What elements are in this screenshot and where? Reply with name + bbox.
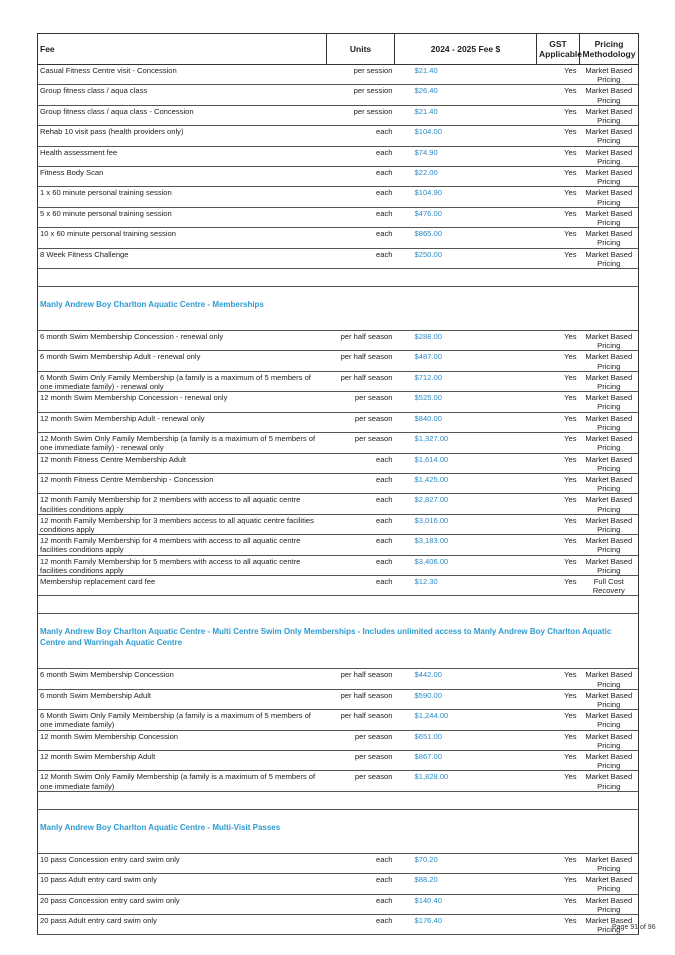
gst-cell: Yes — [537, 331, 580, 351]
units-cell: each — [327, 228, 395, 248]
methodology-cell: Market Based Pricing — [580, 535, 639, 555]
spacer-row — [38, 269, 639, 287]
units-cell: per session — [327, 85, 395, 105]
gst-cell: Yes — [537, 187, 580, 207]
fee-row — [38, 331, 639, 351]
methodology-cell: Market Based Pricing — [580, 494, 639, 514]
fee-row — [38, 126, 639, 146]
fee-cell: 6 month Swim Membership Adult - renewal only — [38, 351, 327, 371]
units-cell: each — [327, 894, 395, 914]
fee-cell: 10 pass Adult entry card swim only — [38, 874, 327, 894]
fee-cell: 12 month Family Membership for 4 members with access to all aquatic centre facilities conditions apply — [38, 535, 327, 555]
units-cell: each — [327, 494, 395, 514]
gst-cell: Yes — [537, 473, 580, 493]
methodology-cell: Market Based Pricing — [580, 248, 639, 268]
methodology-cell: Market Based Pricing — [580, 514, 639, 534]
fee-row — [38, 494, 639, 514]
units-cell: each — [327, 514, 395, 534]
units-cell: per half season — [327, 669, 395, 689]
methodology-cell: Market Based Pricing — [580, 187, 639, 207]
methodology-cell: Market Based Pricing — [580, 730, 639, 750]
methodology-cell: Market Based Pricing — [580, 207, 639, 227]
fee-row — [38, 85, 639, 105]
methodology-cell: Market Based Pricing — [580, 392, 639, 412]
fee-row — [38, 915, 639, 935]
fee-row — [38, 575, 639, 595]
fee-cell: 20 pass Adult entry card swim only — [38, 915, 327, 935]
price-cell: $840.00 — [395, 412, 537, 432]
price-cell: $21.40 — [395, 105, 537, 125]
gst-cell: Yes — [537, 771, 580, 791]
gst-cell: Yes — [537, 535, 580, 555]
units-cell: each — [327, 126, 395, 146]
page-number: Page 91 of 96 — [612, 924, 656, 931]
fee-row — [38, 146, 639, 166]
methodology-cell: Market Based Pricing — [580, 371, 639, 391]
methodology-cell: Market Based Pricing — [580, 473, 639, 493]
gst-cell: Yes — [537, 248, 580, 268]
gst-cell: Yes — [537, 730, 580, 750]
fee-cell: 12 month Swim Membership Concession - renewal only — [38, 392, 327, 412]
methodology-cell: Market Based Pricing — [580, 331, 639, 351]
methodology-cell: Market Based Pricing — [580, 412, 639, 432]
fee-cell: 12 Month Swim Only Family Membership (a family is a maximum of 5 members of one immediate family) - renewal only — [38, 433, 327, 453]
fee-row — [38, 514, 639, 534]
gst-cell: Yes — [537, 126, 580, 146]
units-cell: per season — [327, 750, 395, 770]
units-cell: per half season — [327, 710, 395, 730]
units-cell: per session — [327, 105, 395, 125]
table-header — [38, 34, 639, 65]
units-cell: each — [327, 915, 395, 935]
fee-row — [38, 453, 639, 473]
price-cell: $104.00 — [395, 126, 537, 146]
price-cell: $867.00 — [395, 750, 537, 770]
methodology-cell: Market Based Pricing — [580, 894, 639, 914]
fee-row — [38, 535, 639, 555]
fee-cell: 6 Month Swim Only Family Membership (a family is a maximum of 5 members of one immediate family) — [38, 710, 327, 730]
methodology-cell: Market Based Pricing — [580, 65, 639, 85]
price-cell: $140.40 — [395, 894, 537, 914]
units-cell: each — [327, 167, 395, 187]
methodology-cell: Full Cost Recovery — [580, 575, 639, 595]
methodology-cell: Market Based Pricing — [580, 915, 639, 935]
units-cell: each — [327, 473, 395, 493]
fee-cell: 6 month Swim Membership Concession - renewal only — [38, 331, 327, 351]
price-cell: $74.90 — [395, 146, 537, 166]
fee-cell: 12 month Fitness Centre Membership Adult — [38, 453, 327, 473]
fee-cell: Health assessment fee — [38, 146, 327, 166]
units-cell: each — [327, 453, 395, 473]
fee-row — [38, 853, 639, 873]
price-cell: $250.00 — [395, 248, 537, 268]
fee-row — [38, 65, 639, 85]
price-cell: $22.00 — [395, 167, 537, 187]
price-cell: $1,828.00 — [395, 771, 537, 791]
units-cell: each — [327, 207, 395, 227]
gst-cell: Yes — [537, 351, 580, 371]
fee-cell: 5 x 60 minute personal training session — [38, 207, 327, 227]
fee-row — [38, 412, 639, 432]
methodology-cell: Market Based Pricing — [580, 351, 639, 371]
fee-cell: 12 Month Swim Only Family Membership (a family is a maximum of 5 members of one immediate family) — [38, 771, 327, 791]
gst-cell: Yes — [537, 575, 580, 595]
gst-cell: Yes — [537, 689, 580, 709]
fee-row — [38, 433, 639, 453]
fee-cell: 12 month Swim Membership Adult - renewal only — [38, 412, 327, 432]
price-cell: $176.40 — [395, 915, 537, 935]
price-cell: $712.00 — [395, 371, 537, 391]
price-cell: $104.90 — [395, 187, 537, 207]
price-cell: $442.00 — [395, 669, 537, 689]
units-cell: per half season — [327, 689, 395, 709]
methodology-cell: Market Based Pricing — [580, 146, 639, 166]
price-cell: $1,614.00 — [395, 453, 537, 473]
fee-cell: 1 x 60 minute personal training session — [38, 187, 327, 207]
gst-cell: Yes — [537, 669, 580, 689]
spacer-row — [38, 791, 639, 809]
fee-cell: Casual Fitness Centre visit - Concession — [38, 65, 327, 85]
fee-row — [38, 187, 639, 207]
fee-row — [38, 207, 639, 227]
units-cell: each — [327, 187, 395, 207]
fee-cell: Fitness Body Scan — [38, 167, 327, 187]
gst-cell: Yes — [537, 453, 580, 473]
gst-cell: Yes — [537, 228, 580, 248]
fee-row — [38, 710, 639, 730]
price-cell: $2,827.00 — [395, 494, 537, 514]
units-cell: each — [327, 535, 395, 555]
fee-cell: 8 Week Fitness Challenge — [38, 248, 327, 268]
gst-cell: Yes — [537, 894, 580, 914]
units-cell: each — [327, 248, 395, 268]
units-cell: per season — [327, 392, 395, 412]
fee-cell: 6 Month Swim Only Family Membership (a family is a maximum of 5 members of one immediate family) - renewal only — [38, 371, 327, 391]
gst-cell: Yes — [537, 412, 580, 432]
section-title: Manly Andrew Boy Charlton Aquatic Centre - Multi-Visit Passes — [38, 809, 639, 853]
fee-table — [37, 33, 639, 935]
section-title: Manly Andrew Boy Charlton Aquatic Centre - Memberships — [38, 287, 639, 331]
fee-row — [38, 248, 639, 268]
header-price: 2024 - 2025 Fee $ — [395, 34, 537, 65]
fee-row — [38, 371, 639, 391]
fee-row — [38, 874, 639, 894]
fee-row — [38, 228, 639, 248]
fee-row — [38, 105, 639, 125]
gst-cell: Yes — [537, 207, 580, 227]
section-heading-row — [38, 614, 639, 669]
gst-cell: Yes — [537, 85, 580, 105]
gst-cell: Yes — [537, 555, 580, 575]
fee-cell: 10 pass Concession entry card swim only — [38, 853, 327, 873]
units-cell: per season — [327, 771, 395, 791]
gst-cell: Yes — [537, 146, 580, 166]
gst-cell: Yes — [537, 710, 580, 730]
gst-cell: Yes — [537, 874, 580, 894]
methodology-cell: Market Based Pricing — [580, 853, 639, 873]
units-cell: per season — [327, 433, 395, 453]
spacer-row — [38, 596, 639, 614]
fee-row — [38, 730, 639, 750]
price-cell: $3,406.00 — [395, 555, 537, 575]
fee-cell: 12 month Family Membership for 2 members with access to all aquatic centre facilities conditions apply — [38, 494, 327, 514]
fee-cell: 6 month Swim Membership Adult — [38, 689, 327, 709]
section-title: Manly Andrew Boy Charlton Aquatic Centre - Multi Centre Swim Only Memberships - Includes unlimited access to Manly Andrew Boy Charlton Aquatic Centre and Warringah Aquatic Centre — [38, 614, 639, 669]
price-cell: $487.00 — [395, 351, 537, 371]
header-fee: Fee — [38, 34, 327, 65]
methodology-cell: Market Based Pricing — [580, 126, 639, 146]
price-cell: $1,327.00 — [395, 433, 537, 453]
gst-cell: Yes — [537, 371, 580, 391]
methodology-cell: Market Based Pricing — [580, 750, 639, 770]
header-units: Units — [327, 34, 395, 65]
gst-cell: Yes — [537, 514, 580, 534]
units-cell: per session — [327, 65, 395, 85]
fee-cell: 12 month Swim Membership Adult — [38, 750, 327, 770]
gst-cell: Yes — [537, 433, 580, 453]
fee-row — [38, 689, 639, 709]
gst-cell: Yes — [537, 494, 580, 514]
units-cell: each — [327, 874, 395, 894]
table-body — [38, 65, 639, 935]
price-cell: $288.00 — [395, 331, 537, 351]
units-cell: per season — [327, 412, 395, 432]
methodology-cell: Market Based Pricing — [580, 669, 639, 689]
units-cell: each — [327, 853, 395, 873]
units-cell: per half season — [327, 351, 395, 371]
units-cell: each — [327, 555, 395, 575]
fee-row — [38, 392, 639, 412]
price-cell: $3,183.00 — [395, 535, 537, 555]
fee-cell: Membership replacement card fee — [38, 575, 327, 595]
methodology-cell: Market Based Pricing — [580, 85, 639, 105]
units-cell: per half season — [327, 371, 395, 391]
fee-schedule-page — [37, 33, 638, 935]
units-cell: per half season — [327, 331, 395, 351]
gst-cell: Yes — [537, 915, 580, 935]
fee-cell: 12 month Family Membership for 3 members access to all aquatic centre facilities conditions apply — [38, 514, 327, 534]
section-heading-row — [38, 287, 639, 331]
price-cell: $525.00 — [395, 392, 537, 412]
header-methodology: Pricing Methodology — [580, 34, 639, 65]
price-cell: $476.00 — [395, 207, 537, 227]
gst-cell: Yes — [537, 750, 580, 770]
gst-cell: Yes — [537, 853, 580, 873]
fee-cell: Group fitness class / aqua class — [38, 85, 327, 105]
methodology-cell: Market Based Pricing — [580, 874, 639, 894]
fee-cell: 10 x 60 minute personal training session — [38, 228, 327, 248]
methodology-cell: Market Based Pricing — [580, 433, 639, 453]
fee-row — [38, 167, 639, 187]
price-cell: $70.20 — [395, 853, 537, 873]
methodology-cell: Market Based Pricing — [580, 228, 639, 248]
price-cell: $1,244.00 — [395, 710, 537, 730]
methodology-cell: Market Based Pricing — [580, 105, 639, 125]
fee-row — [38, 473, 639, 493]
fee-cell: Group fitness class / aqua class - Concession — [38, 105, 327, 125]
price-cell: $12.30 — [395, 575, 537, 595]
price-cell: $21.40 — [395, 65, 537, 85]
price-cell: $865.00 — [395, 228, 537, 248]
price-cell: $88.20 — [395, 874, 537, 894]
header-gst: GST Applicable — [537, 34, 580, 65]
fee-row — [38, 669, 639, 689]
fee-cell: 6 month Swim Membership Concession — [38, 669, 327, 689]
units-cell: each — [327, 575, 395, 595]
price-cell: $26.40 — [395, 85, 537, 105]
fee-row — [38, 351, 639, 371]
gst-cell: Yes — [537, 392, 580, 412]
fee-row — [38, 750, 639, 770]
price-cell: $1,425.00 — [395, 473, 537, 493]
methodology-cell: Market Based Pricing — [580, 771, 639, 791]
section-heading-row — [38, 809, 639, 853]
gst-cell: Yes — [537, 105, 580, 125]
fee-row — [38, 555, 639, 575]
fee-row — [38, 894, 639, 914]
methodology-cell: Market Based Pricing — [580, 689, 639, 709]
price-cell: $651.00 — [395, 730, 537, 750]
fee-row — [38, 771, 639, 791]
methodology-cell: Market Based Pricing — [580, 710, 639, 730]
fee-cell: 20 pass Concession entry card swim only — [38, 894, 327, 914]
methodology-cell: Market Based Pricing — [580, 167, 639, 187]
methodology-cell: Market Based Pricing — [580, 453, 639, 473]
fee-cell: 12 month Fitness Centre Membership - Concession — [38, 473, 327, 493]
methodology-cell: Market Based Pricing — [580, 555, 639, 575]
units-cell: each — [327, 146, 395, 166]
fee-cell: 12 month Family Membership for 5 members with access to all aquatic centre facilities conditions apply — [38, 555, 327, 575]
units-cell: per season — [327, 730, 395, 750]
fee-cell: 12 month Swim Membership Concession — [38, 730, 327, 750]
gst-cell: Yes — [537, 167, 580, 187]
fee-cell: Rehab 10 visit pass (health providers only) — [38, 126, 327, 146]
price-cell: $590.00 — [395, 689, 537, 709]
gst-cell: Yes — [537, 65, 580, 85]
price-cell: $3,016.00 — [395, 514, 537, 534]
